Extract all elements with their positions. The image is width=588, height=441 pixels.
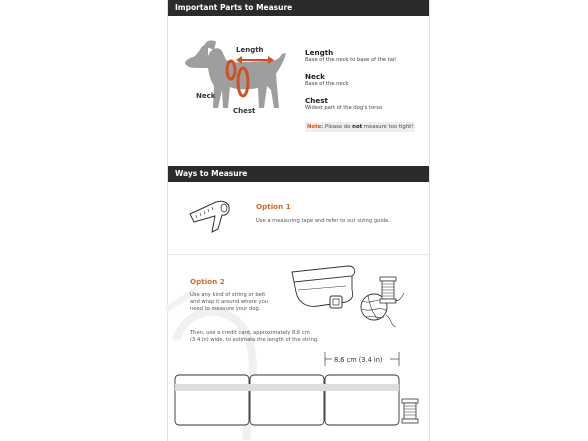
option-2-text-1-line-2: and wrap it around where you (190, 299, 269, 305)
measuring-guide-card (167, 0, 430, 441)
length-arrow-icon (236, 55, 274, 65)
part-length-title: Length (305, 48, 334, 57)
part-neck-title: Neck (305, 72, 325, 81)
dimension-label: 8.6 cm (3.4 in) (334, 356, 383, 364)
option-2-text-2 (190, 330, 319, 344)
harness-loops-icon (223, 58, 253, 108)
option-1-title: Option 1 (256, 202, 291, 211)
part-chest-desc: Widest part of the dog's torso (305, 105, 383, 111)
note-tag: Note: (307, 124, 324, 130)
part-chest-title: Chest (305, 96, 328, 105)
option-2-text-2-line-2: (3.4 in) wide, to estimate the length of the string. (190, 337, 319, 343)
option-1-text: Use a measuring tape and refer to our sizing guide. (256, 218, 390, 224)
part-neck-desc: Base of the neck (305, 81, 349, 87)
measuring-tape-icon (186, 196, 234, 236)
option-2-text-1-line-3: need to measure your dog. (190, 306, 261, 312)
credit-cards-icon (174, 372, 404, 428)
option-2-text-2-line-1: Then, use a credit card, approximately 8.6 cm (190, 330, 310, 336)
diagram-label-length: Length (236, 46, 264, 54)
note-text-post: measure too tight! (362, 124, 414, 130)
note-text-emph: not (352, 124, 363, 130)
belt-icon (286, 262, 358, 322)
thread-spool-icon (376, 275, 406, 307)
option-2-text-1-line-1: Use any kind of string or belt (190, 292, 266, 298)
option-2-text-1 (190, 292, 268, 313)
option-2-title: Option 2 (190, 277, 225, 286)
section-header-parts: Important Parts to Measure (168, 0, 429, 16)
note-banner (305, 122, 415, 132)
option-divider (168, 254, 429, 255)
thread-spool-small-icon (400, 398, 422, 426)
diagram-label-neck: Neck (196, 92, 216, 100)
part-length-desc: Base of the neck to base of the tail (305, 57, 396, 63)
note-text-pre: Please do (323, 124, 353, 130)
section-header-ways: Ways to Measure (168, 166, 429, 182)
diagram-label-chest: Chest (233, 107, 256, 115)
